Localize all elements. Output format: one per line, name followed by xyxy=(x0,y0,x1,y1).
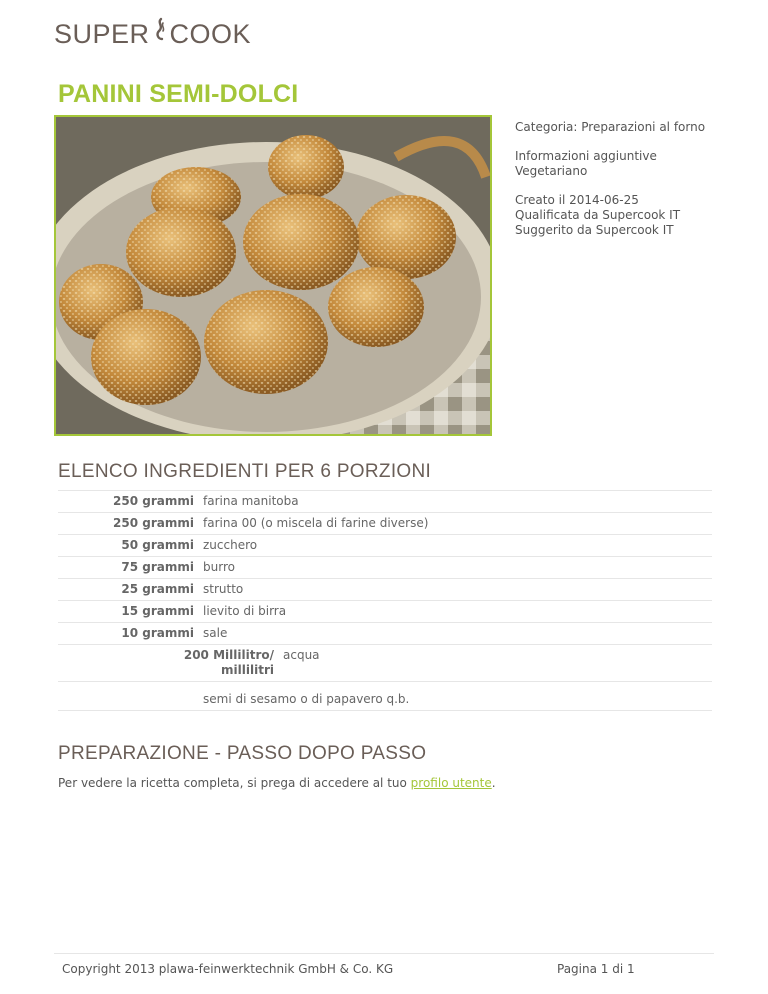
qualified-by: Qualificata da Supercook IT xyxy=(515,208,681,222)
ingredient-row xyxy=(58,491,712,513)
ingredient-qty: 75 grammi xyxy=(121,560,194,574)
ingredient-qty xyxy=(58,692,194,707)
preparation-heading: PREPARAZIONE - PASSO DOPO PASSO xyxy=(58,743,427,764)
ingredient-row xyxy=(58,623,712,645)
ingredient-name: acqua xyxy=(283,648,320,662)
recipe-credits xyxy=(515,193,715,238)
ingredient-row xyxy=(58,682,712,711)
ingredient-qty: 50 grammi xyxy=(121,538,194,552)
ingredient-name: strutto xyxy=(203,582,244,596)
ingredient-row xyxy=(58,513,712,535)
ingredient-row xyxy=(58,535,712,557)
extra-info-label: Informazioni aggiuntive xyxy=(515,149,657,163)
created-date: Creato il 2014-06-25 xyxy=(515,193,639,207)
recipe-photo xyxy=(54,115,492,436)
ingredient-qty: 250 grammi xyxy=(113,494,194,508)
ingredients-heading: ELENCO INGREDIENTI PER 6 PORZIONI xyxy=(58,461,432,482)
ingredient-qty: 10 grammi xyxy=(121,626,194,640)
ingredient-name: farina manitoba xyxy=(203,494,299,508)
ingredient-name: semi di sesamo o di papavero q.b. xyxy=(203,692,410,706)
footer-page-number: Pagina 1 di 1 xyxy=(557,962,635,976)
recipe-category: Categoria: Preparazioni al forno xyxy=(515,120,706,134)
suggested-by: Suggerito da Supercook IT xyxy=(515,223,674,237)
extra-info-value: Vegetariano xyxy=(515,164,588,178)
ingredient-name: sale xyxy=(203,626,228,640)
recipe-title: PANINI SEMI-DOLCI xyxy=(58,80,299,108)
logo-text-super: SUPER xyxy=(54,18,150,49)
preparation-text-after: . xyxy=(491,776,496,790)
ingredient-row xyxy=(58,557,712,579)
preparation-text xyxy=(58,776,496,790)
recipe-meta xyxy=(515,120,715,252)
ingredient-qty: 15 grammi xyxy=(121,604,194,618)
supercook-logo xyxy=(54,14,251,54)
preparation-text-before: Per vedere la ricetta completa, si prega di accedere al tuo xyxy=(58,776,411,790)
ingredient-name: burro xyxy=(203,560,235,574)
ingredient-name: zucchero xyxy=(203,538,258,552)
ingredient-row xyxy=(58,579,712,601)
footer-copyright: Copyright 2013 plawa-feinwerktechnik GmbH & Co. KG xyxy=(62,962,394,976)
logo-text-cook: COOK xyxy=(169,18,252,49)
ingredients-table xyxy=(58,490,712,711)
recipe-extra-info xyxy=(515,149,715,179)
ingredient-qty: 250 grammi xyxy=(113,516,194,530)
ingredient-row xyxy=(58,645,712,682)
ingredient-qty: 200 Millilitro/ millilitri xyxy=(183,648,274,677)
ingredient-row xyxy=(58,601,712,623)
ingredient-name: farina 00 (o miscela di farine diverse) xyxy=(203,516,429,530)
footer-divider xyxy=(54,953,714,954)
bread-basket-image xyxy=(56,117,490,434)
ingredient-name: lievito di birra xyxy=(203,604,287,618)
user-profile-link[interactable]: profilo utente xyxy=(410,776,492,790)
chef-hat-logo-icon xyxy=(152,17,168,51)
ingredient-qty: 25 grammi xyxy=(121,582,194,596)
